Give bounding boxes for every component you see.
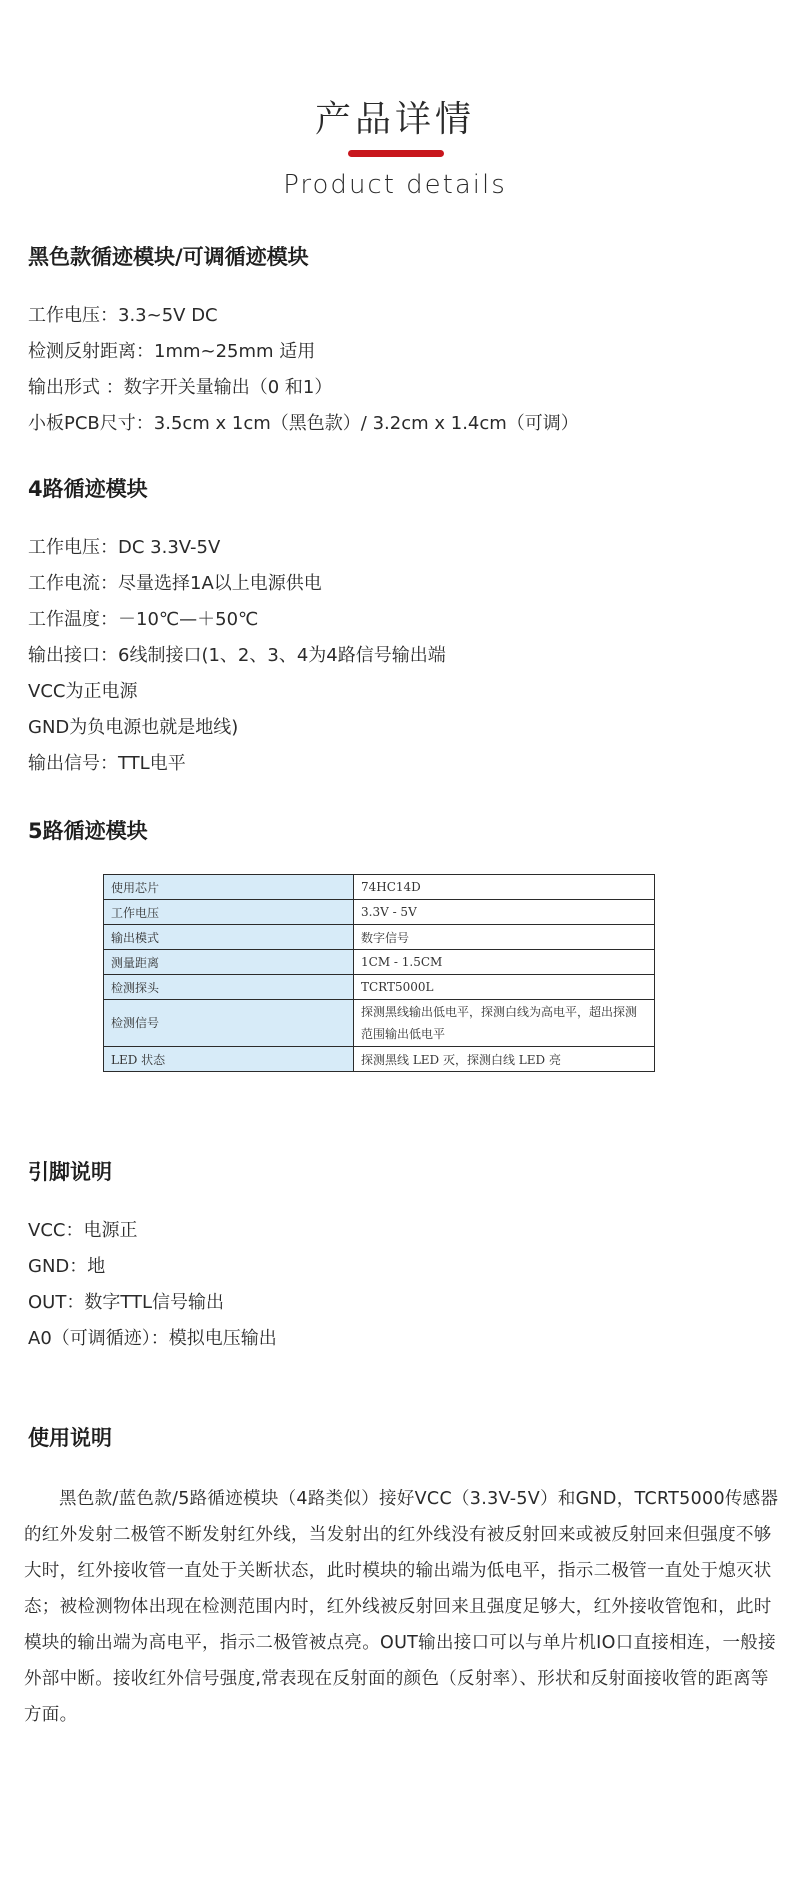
table-row xyxy=(104,950,655,975)
table-row xyxy=(104,1000,655,1047)
table-row xyxy=(104,900,655,925)
spec-line: 输出信号：TTL电平 xyxy=(28,753,186,774)
spec-list-4ch-module xyxy=(28,530,446,782)
table-value: 74HC14D xyxy=(354,875,655,900)
spec-line: 工作温度：－10℃—＋50℃ xyxy=(28,609,259,630)
table-key: 检测探头 xyxy=(104,975,354,1000)
spec-line: 工作电流：尽量选择1A以上电源供电 xyxy=(28,573,322,594)
table-key: 输出模式 xyxy=(104,925,354,950)
table-row xyxy=(104,975,655,1000)
pin-line: GND：地 xyxy=(28,1256,106,1277)
spec-line: 小板PCB尺寸：3.5cm x 1cm（黑色款）/ 3.2cm x 1.4cm（可调） xyxy=(28,413,579,434)
table-row xyxy=(104,1047,655,1072)
pin-line: OUT：数字TTL信号输出 xyxy=(28,1292,225,1313)
spec-line: VCC为正电源 xyxy=(28,681,138,702)
table-key: 测量距离 xyxy=(104,950,354,975)
table-key: 检测信号 xyxy=(104,1000,354,1047)
pin-line: VCC：电源正 xyxy=(28,1220,138,1241)
table-value: 探测黑线 LED 灭，探测白线 LED 亮 xyxy=(354,1047,655,1072)
spec-line: 工作电压：DC 3.3V-5V xyxy=(28,537,221,558)
table-key: 使用芯片 xyxy=(104,875,354,900)
section-heading-black-module: 黑色款循迹模块/可调循迹模块 xyxy=(28,245,309,269)
section-heading-5ch-module: 5路循迹模块 xyxy=(28,819,148,843)
table-value: 3.3V - 5V xyxy=(354,900,655,925)
page-title: 产品详情 xyxy=(314,99,475,140)
spec-line: 工作电压：3.3~5V DC xyxy=(28,305,218,326)
table-key: 工作电压 xyxy=(104,900,354,925)
spec-table-5ch-module xyxy=(103,874,655,1072)
spec-line: 输出接口：6线制接口(1、2、3、4为4路信号输出端 xyxy=(28,645,446,666)
table-value: 探测黑线输出低电平，探测白线为高电平，超出探测范围输出低电平 xyxy=(354,1000,655,1047)
page-subtitle: Product details xyxy=(283,170,507,200)
pin-list xyxy=(28,1213,277,1357)
spec-line: 输出形式 ：数字开关量输出（0 和1） xyxy=(28,377,333,398)
table-row xyxy=(104,925,655,950)
table-key: LED 状态 xyxy=(104,1047,354,1072)
table-value: 1CM - 1.5CM xyxy=(354,950,655,975)
table-value: TCRT5000L xyxy=(354,975,655,1000)
spec-line: 检测反射距离：1mm~25mm 适用 xyxy=(28,341,316,362)
section-heading-usage: 使用说明 xyxy=(28,1426,112,1450)
spec-line: GND为负电源也就是地线) xyxy=(28,717,239,738)
spec-list-black-module xyxy=(28,298,579,442)
section-heading-pins: 引脚说明 xyxy=(28,1160,112,1184)
title-underline-accent xyxy=(348,150,444,157)
usage-paragraph: 黑色款/蓝色款/5路循迹模块（4路类似）接好VCC（3.3V-5V）和GND，TCRT5000传感器的红外发射二极管不断发射红外线，当发射出的红外线没有被反射回来或被反射回来但强度不够大时，红外接收管一直处于关断状态，此时模块的输出端为低电平，指示二极管一直处于熄灭状态；被检测物体出现在检测范围内时，红外线被反射回来且强度足够大，红外接收管饱和，此时模块的输出端为高电平，指示二极管被点亮。OUT输出接口可以与单片机IO口直接相连，一般接外部中断。接收红外信号强度,常表现在反射面的颜色（反射率）、形状和反射面接收管的距离等方面。 xyxy=(24,1489,779,1725)
section-heading-4ch-module: 4路循迹模块 xyxy=(28,477,148,501)
pin-line: A0（可调循迹）：模拟电压输出 xyxy=(28,1328,277,1349)
table-value: 数字信号 xyxy=(354,925,655,950)
table-row xyxy=(104,875,655,900)
